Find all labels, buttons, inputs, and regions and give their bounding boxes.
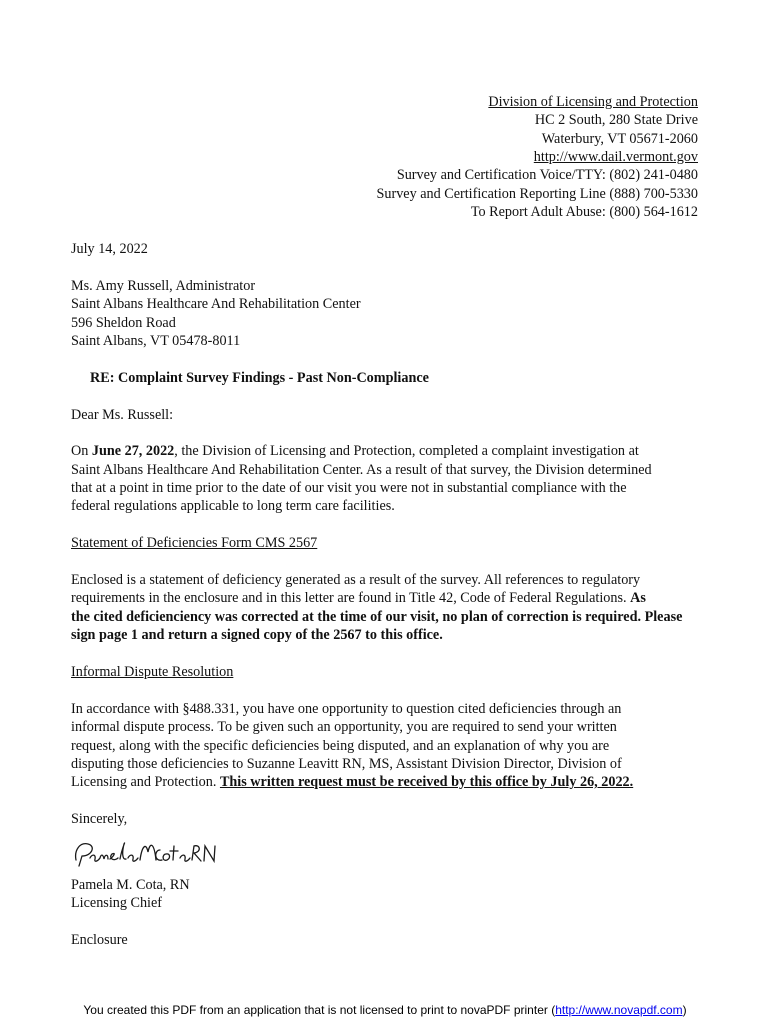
footer-link[interactable]: http://www.novapdf.com <box>555 1003 683 1017</box>
para1-line4: federal regulations applicable to long term care facilities. <box>71 498 395 514</box>
para3-line1: In accordance with §488.331, you have one opportunity to question cited deficiencies through an <box>71 701 622 717</box>
para3-line5 <box>71 773 633 791</box>
recipient-street: 596 Sheldon Road <box>71 315 176 331</box>
abuse-line: To Report Adult Abuse: (800) 564-1612 <box>470 204 698 220</box>
enclosure-note: Enclosure <box>71 932 128 948</box>
survey-date: June 27, 2022 <box>91 443 175 459</box>
signer-name: Pamela M. Cota, RN <box>71 877 190 893</box>
para3-line3: request, along with the specific deficiencies being disputed, and an explanation of why you are <box>71 738 610 754</box>
subject-line <box>90 369 429 387</box>
para2-line2-a: requirements in the enclosure and in this letter are found in Title 42, Code of Federal Regulations. <box>71 590 631 606</box>
recipient-city: Saint Albans, VT 05478-8011 <box>71 333 241 349</box>
address-line-2: Waterbury, VT 05671-2060 <box>541 131 698 147</box>
para3-line4: disputing those deficiencies to Suzanne Leavitt RN, MS, Assistant Division Director, Division of <box>71 756 622 772</box>
section-title-dispute: Informal Dispute Resolution <box>71 664 234 680</box>
reporting-line: Survey and Certification Reporting Line (888) 700-5330 <box>376 186 698 202</box>
website-link[interactable]: http://www.dail.vermont.gov <box>533 149 698 165</box>
para2-line1: Enclosed is a statement of deficiency generated as a result of the survey. All references to regulatory <box>71 572 641 588</box>
para2-line3-text: the cited deficienciency was corrected at the time of our visit, no plan of correction is required. Please <box>71 609 683 625</box>
para3-line5-a: Licensing and Protection. <box>71 774 220 790</box>
para1-line1 <box>71 442 639 460</box>
para2-line4-text: sign page 1 and return a signed copy of the 2567 to this office. <box>71 627 443 643</box>
para2-line2 <box>71 589 646 607</box>
para1-line1-a: On <box>71 443 92 459</box>
subject-text: RE: Complaint Survey Findings - Past Non-Compliance <box>90 370 429 386</box>
recipient-name: Ms. Amy Russell, Administrator <box>71 278 256 294</box>
para1-line2: Saint Albans Healthcare And Rehabilitation Center. As a result of that survey, the Division determined <box>71 462 652 478</box>
signer-title: Licensing Chief <box>71 895 163 911</box>
para1-line1-c: , the Division of Licensing and Protection, completed a complaint investigation at <box>174 443 639 459</box>
print-footer <box>0 1003 770 1017</box>
para2-line4 <box>71 626 443 644</box>
para2-line3 <box>71 608 682 626</box>
footer-end: ) <box>682 1003 687 1017</box>
recipient-facility: Saint Albans Healthcare And Rehabilitation Center <box>71 296 361 312</box>
footer-text: You created this PDF from an application that is not licensed to print to novaPDF printer ( <box>83 1003 556 1017</box>
voice-line: Survey and Certification Voice/TTY: (802) 241-0480 <box>396 167 698 183</box>
letter-date: July 14, 2022 <box>71 241 148 257</box>
signature-image <box>70 832 220 872</box>
para3-line2: informal dispute process. To be given such an opportunity, you are required to send your written <box>71 719 617 735</box>
section-title-statement: Statement of Deficiencies Form CMS 2567 <box>71 535 318 551</box>
address-line-1: HC 2 South, 280 State Drive <box>534 112 698 128</box>
salutation: Dear Ms. Russell: <box>71 407 174 423</box>
closing: Sincerely, <box>71 811 128 827</box>
division-name: Division of Licensing and Protection <box>488 94 698 110</box>
para1-line3: that at a point in time prior to the date of our visit you were not in substantial compliance with the <box>71 480 627 496</box>
deadline-notice: This written request must be received by this office by July 26, 2022. <box>219 774 634 790</box>
para2-line2-b: As <box>630 590 646 606</box>
